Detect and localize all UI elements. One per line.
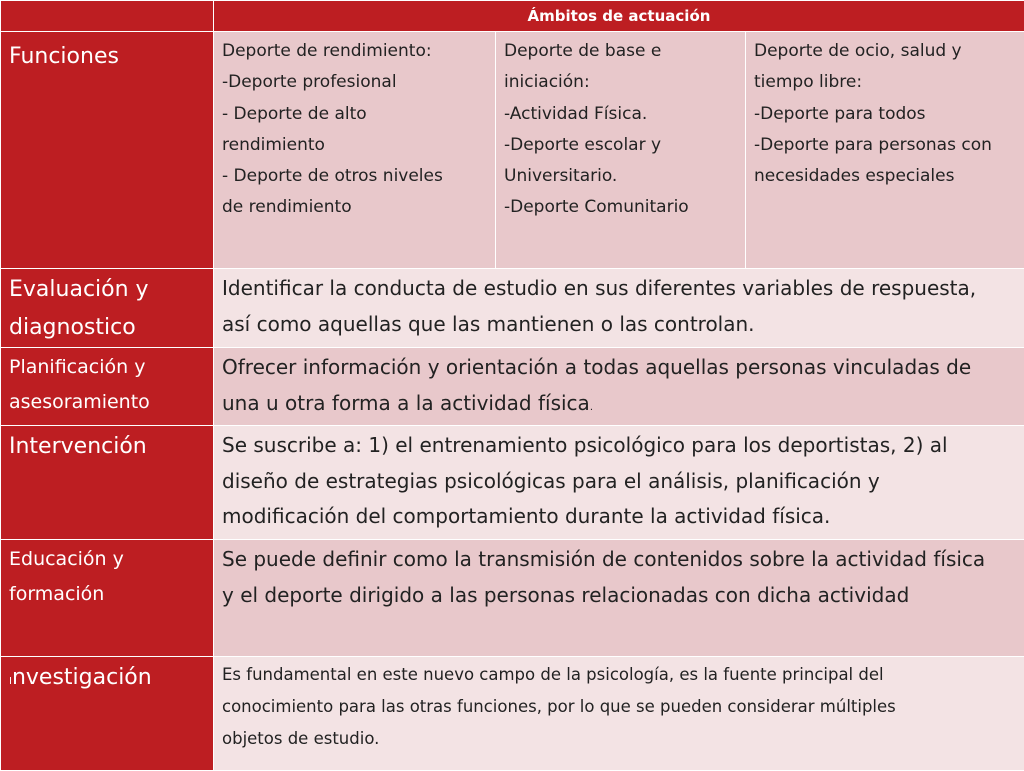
row-investigacion <box>1 657 1024 771</box>
text-line: Se puede definir como la transmisión de contenidos sobre la actividad física <box>222 542 1018 578</box>
text-line: Universitario. <box>504 161 739 192</box>
row-planificacion <box>1 348 1024 426</box>
funciones-col-base <box>496 32 746 269</box>
label-prefix: I <box>9 676 12 687</box>
header-corner-cell <box>1 1 214 32</box>
text-line <box>222 386 1018 426</box>
text-segment: una u otra forma a la actividad física <box>222 391 590 415</box>
label-evaluacion <box>1 269 214 348</box>
planificacion-text <box>214 348 1024 426</box>
label-funciones <box>1 32 214 269</box>
text-line: necesidades especiales <box>754 161 1018 192</box>
text-line: tiempo libre: <box>754 67 1018 98</box>
text-line: - Deporte de alto <box>222 99 489 130</box>
label-line: formación <box>9 577 207 612</box>
label-investigacion <box>1 657 214 771</box>
text-line: -Actividad Física. <box>504 99 739 130</box>
text-line: así como aquellas que las mantienen o las controlan. <box>222 307 1018 343</box>
label-funciones-text: Funciones <box>9 38 207 76</box>
header-title: Ámbitos de actuación <box>214 1 1024 32</box>
text-line: -Deporte para todos <box>754 99 1018 130</box>
header-row <box>1 1 1024 32</box>
text-line: -Deporte profesional <box>222 67 489 98</box>
label-planificacion <box>1 348 214 426</box>
label-line <box>9 659 207 701</box>
intervencion-text <box>214 426 1024 540</box>
text-line: Ofrecer información y orientación a todas aquellas personas vinculadas de <box>222 350 1018 386</box>
text-line: - Deporte de otros niveles <box>222 161 489 192</box>
funciones-col-ocio <box>746 32 1024 269</box>
label-line: Planificación y <box>9 350 207 385</box>
row-educacion <box>1 540 1024 657</box>
text-line: de rendimiento <box>222 192 489 223</box>
text-line: Deporte de ocio, salud y <box>754 36 1018 67</box>
label-line: diagnostico <box>9 309 207 347</box>
text-line: -Deporte para personas con <box>754 130 1018 161</box>
label-educacion <box>1 540 214 657</box>
text-line: rendimiento <box>222 130 489 161</box>
label-line: Evaluación y <box>9 271 207 309</box>
text-line: Deporte de base e <box>504 36 739 67</box>
text-line: -Deporte Comunitario <box>504 192 739 223</box>
row-evaluacion <box>1 269 1024 348</box>
text-line: iniciación: <box>504 67 739 98</box>
row-intervencion <box>1 426 1024 540</box>
label-line: Intervención <box>9 428 207 466</box>
row-funciones <box>1 32 1024 269</box>
text-segment: . <box>590 402 593 413</box>
text-line: Se suscribe a: 1) el entrenamiento psicológico para los deportistas, 2) al <box>222 428 1018 464</box>
text-line: conocimiento para las otras funciones, por lo que se pueden considerar múltiples <box>222 691 1018 723</box>
label-rest: nvestigación <box>12 665 152 690</box>
text-line: y el deporte dirigido a las personas relacionadas con dicha actividad <box>222 578 1018 614</box>
text-line: -Deporte escolar y <box>504 130 739 161</box>
funciones-col-rendimiento <box>214 32 496 269</box>
investigacion-text <box>214 657 1024 771</box>
label-line: asesoramiento <box>9 385 207 420</box>
text-line: Deporte de rendimiento: <box>222 36 489 67</box>
text-line: Es fundamental en este nuevo campo de la psicología, es la fuente principal del <box>222 659 1018 691</box>
text-line: Identificar la conducta de estudio en sus diferentes variables de respuesta, <box>222 271 1018 307</box>
educacion-text <box>214 540 1024 657</box>
label-intervencion <box>1 426 214 540</box>
evaluacion-text <box>214 269 1024 348</box>
text-line: objetos de estudio. <box>222 723 1018 755</box>
label-line: Educación y <box>9 542 207 577</box>
text-line: diseño de estrategias psicológicas para el análisis, planificación y <box>222 464 1018 500</box>
text-line: modificación del comportamiento durante la actividad física. <box>222 499 1018 535</box>
